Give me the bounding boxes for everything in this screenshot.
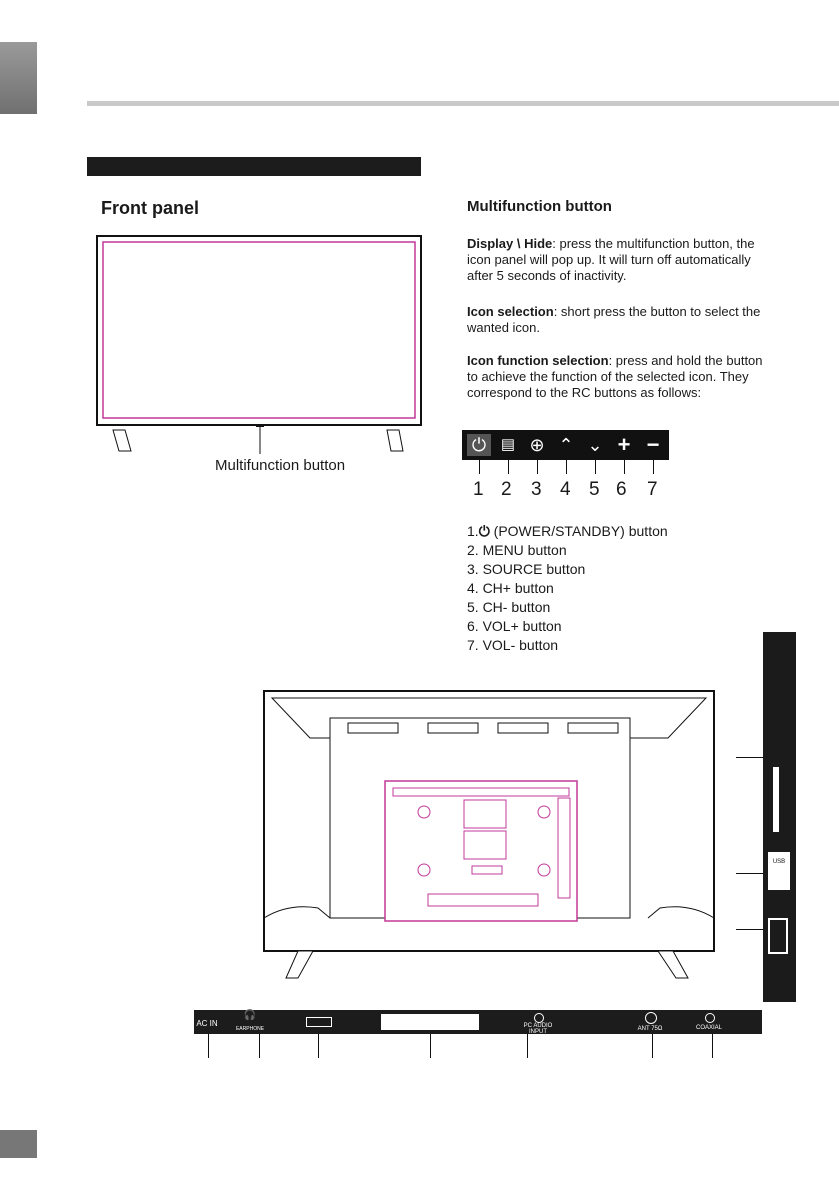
coaxial-label: COAXIAL — [695, 1025, 722, 1031]
icon-number-2: 2 — [501, 479, 512, 500]
section-band — [87, 157, 421, 176]
icon-number-3: 3 — [531, 479, 542, 500]
ac-in-label: AC IN — [196, 1019, 218, 1028]
callout-line — [318, 1034, 319, 1058]
callout-line — [430, 1034, 431, 1058]
rear-connector-strip — [194, 1010, 762, 1034]
coaxial-port — [705, 1013, 715, 1023]
list-item: 1.⏻ (POWER/STANDBY) button — [467, 523, 668, 539]
earphone-label: EARPHONE — [235, 1026, 265, 1032]
tv-front-illustration — [95, 234, 425, 454]
callout-line — [527, 1034, 528, 1058]
button-list — [467, 522, 668, 655]
tick-6 — [624, 460, 625, 474]
ant-label: ANT 75Ω — [637, 1026, 663, 1032]
tick-2 — [508, 460, 509, 474]
list-item: 3. SOURCE button — [467, 561, 586, 577]
tick-1 — [479, 460, 480, 474]
header-rule — [87, 101, 839, 106]
icon-number-7: 7 — [647, 479, 658, 500]
display-hide-term: Display \ Hide — [467, 236, 553, 251]
list-item: 7. VOL- button — [467, 637, 559, 653]
multifunction-caption: Multifunction button — [215, 457, 346, 474]
minus-icon: − — [646, 432, 660, 457]
vga-port — [306, 1017, 332, 1027]
icon-number-4: 4 — [560, 479, 571, 500]
page-tab-bottom — [0, 1130, 37, 1158]
callout-line — [736, 929, 763, 930]
icon-selection-paragraph — [467, 304, 767, 336]
icon-function-term: Icon function selection — [467, 353, 609, 368]
list-item: 6. VOL+ button — [467, 618, 562, 634]
power-icon: ⏻ — [467, 434, 491, 456]
scart-slot — [381, 1014, 479, 1030]
callout-line — [208, 1034, 209, 1058]
tick-5 — [595, 460, 596, 474]
menu-icon: ▤ — [500, 436, 516, 453]
icon-selection-text: : short press the button to select the wanted icon. — [467, 304, 761, 335]
icon-selection-term: Icon selection — [467, 304, 554, 319]
chevron-down-icon: ⌄ — [587, 435, 603, 455]
source-icon: ⊕ — [529, 435, 545, 455]
multifunction-heading: Multifunction button — [467, 198, 612, 215]
tick-3 — [537, 460, 538, 474]
usb-port: USB — [768, 852, 790, 890]
plus-icon: + — [617, 432, 631, 457]
display-hide-paragraph — [467, 236, 767, 284]
callout-line — [736, 757, 763, 758]
pc-audio-port — [534, 1013, 544, 1023]
chevron-up-icon: ⌃ — [558, 435, 574, 455]
icon-number-1: 1 — [473, 479, 484, 500]
side-connector-panel — [763, 632, 796, 1002]
icon-number-5: 5 — [589, 479, 600, 500]
front-panel-heading: Front panel — [101, 198, 199, 218]
tv-rear-illustration — [258, 688, 720, 988]
list-item: 5. CH- button — [467, 599, 551, 615]
icon-function-text: : press and hold the button to achieve the function of the selected icon. They correspond to the RC buttons as follows: — [467, 353, 763, 400]
power-icon: ⏻ — [478, 523, 490, 539]
hdmi-port — [768, 918, 788, 954]
icon-panel — [462, 430, 669, 460]
icon-function-paragraph — [467, 353, 767, 401]
antenna-port — [645, 1012, 657, 1024]
callout-line — [712, 1034, 713, 1058]
list-item: 4. CH+ button — [467, 580, 554, 596]
callout-line — [736, 873, 763, 874]
card-slot — [773, 767, 779, 832]
callout-line — [652, 1034, 653, 1058]
callout-line — [259, 1034, 260, 1058]
icon-number-6: 6 — [616, 479, 627, 500]
tick-4 — [566, 460, 567, 474]
page-tab-top — [0, 42, 37, 114]
tick-7 — [653, 460, 654, 474]
list-item: 2. MENU button — [467, 542, 567, 558]
display-hide-text: : press the multifunction button, the icon panel will pop up. It will turn off automatically after 5 seconds of inactivity. — [467, 236, 755, 283]
pc-audio-label: PC AUDIO INPUT — [523, 1023, 553, 1035]
headphone-icon: 🎧 — [243, 1010, 257, 1021]
